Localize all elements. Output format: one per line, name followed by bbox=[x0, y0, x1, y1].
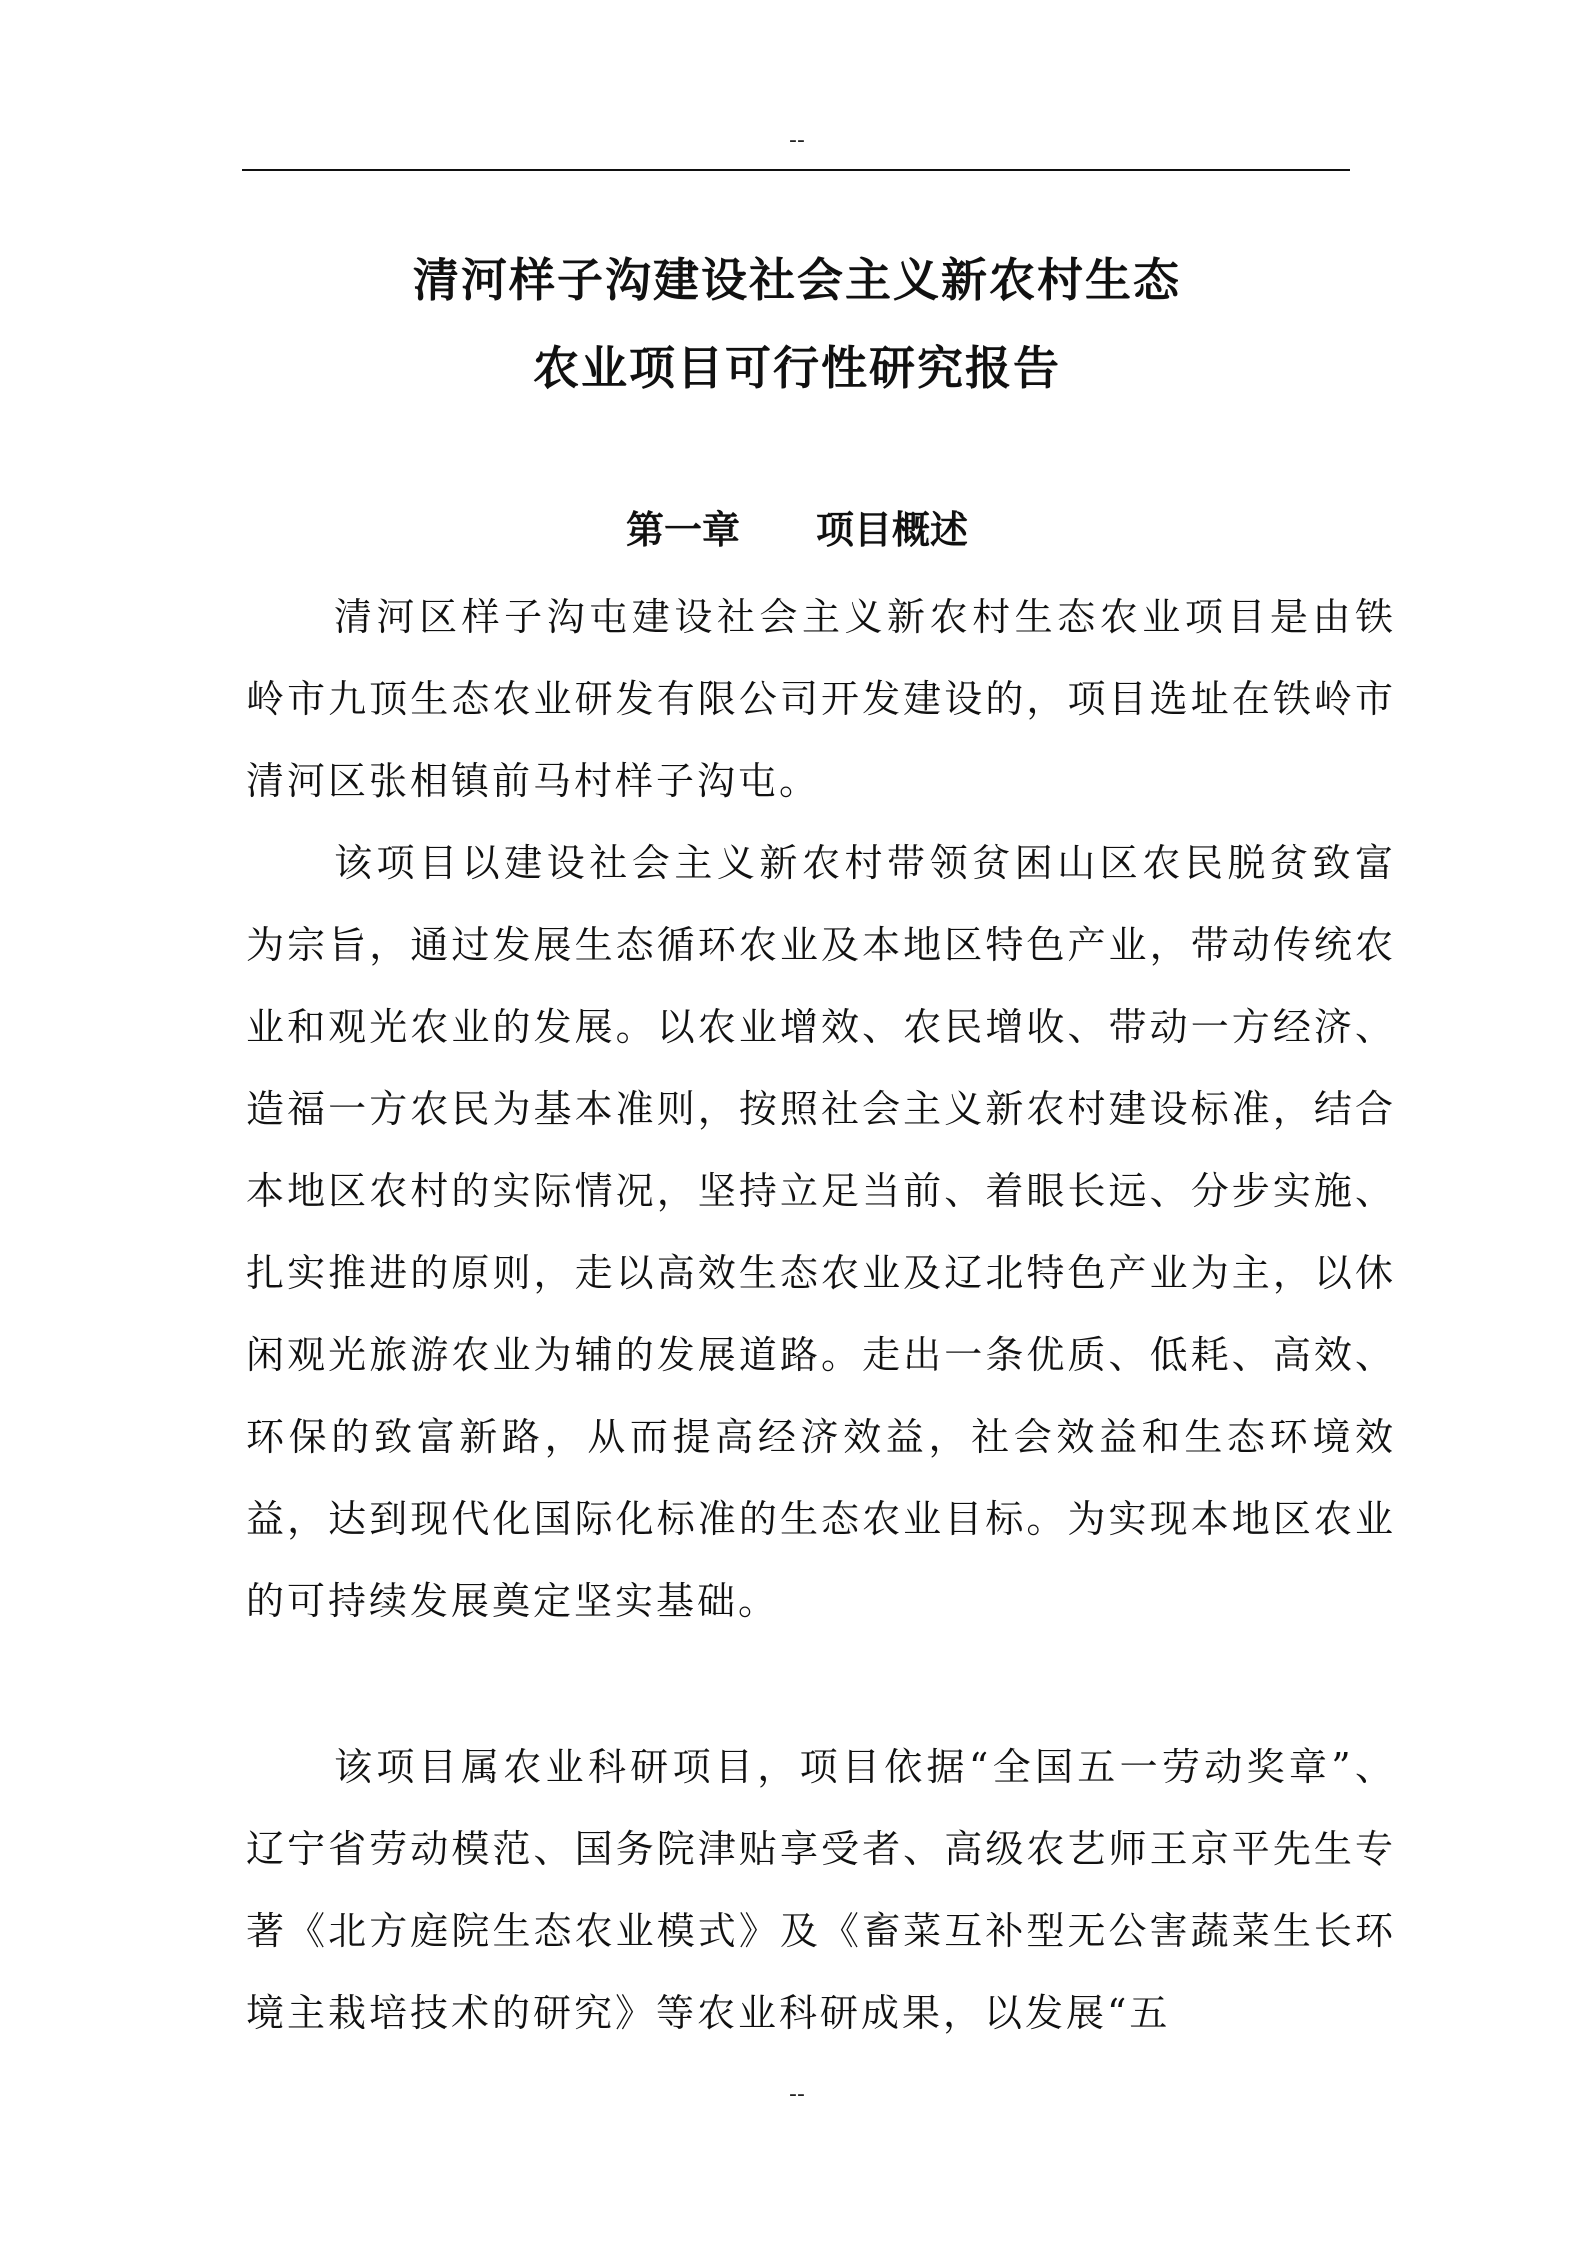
body-paragraph-2: 该项目以建设社会主义新农村带领贫困山区农民脱贫致富为宗旨，通过发展生态循环农业及本地区特色产业，带动传统农业和观光农业的发展。以农业增效、农民增收、带动一方经济、造福一方农民为基本准则，按照社会主义新农村建设标准，结合本地区农村的实际情况，坚持立足当前、着眼长远、分步实施、扎实推进的原则，走以高效生态农业及辽北特色产业为主，以休闲观光旅游农业为辅的发展道路。走出一条优质、低耗、高效、环保的致富新路，从而提高经济效益，社会效益和生态环境效益，达到现代化国际化标准的生态农业目标。为实现本地区农业的可持续发展奠定坚实基础。 bbox=[246, 841, 1396, 1623]
body-paragraph-1: 清河区样子沟屯建设社会主义新农村生态农业项目是由铁岭市九顶生态农业研发有限公司开发建设的，项目选址在铁岭市清河区张相镇前马村样子沟屯。 bbox=[246, 595, 1396, 803]
document-title-line-1: 清河样子沟建设社会主义新农村生态 bbox=[413, 253, 1181, 307]
header-divider bbox=[242, 169, 1350, 171]
page-footer-mark: -- bbox=[789, 2082, 805, 2107]
document-title-line-2: 农业项目可行性研究报告 bbox=[533, 341, 1061, 395]
body-paragraph-3: 该项目属农业科研项目，项目依据“全国五一劳动奖章”、辽宁省劳动模范、国务院津贴享受者、高级农艺师王京平先生专著《北方庭院生态农业模式》及《畜菜互补型无公害蔬菜生长环境主栽培技术的研究》等农业科研成果，以发展“五 bbox=[246, 1745, 1396, 2035]
chapter-heading: 第一章 项目概述 bbox=[625, 508, 968, 552]
page-header-mark: -- bbox=[789, 128, 805, 153]
